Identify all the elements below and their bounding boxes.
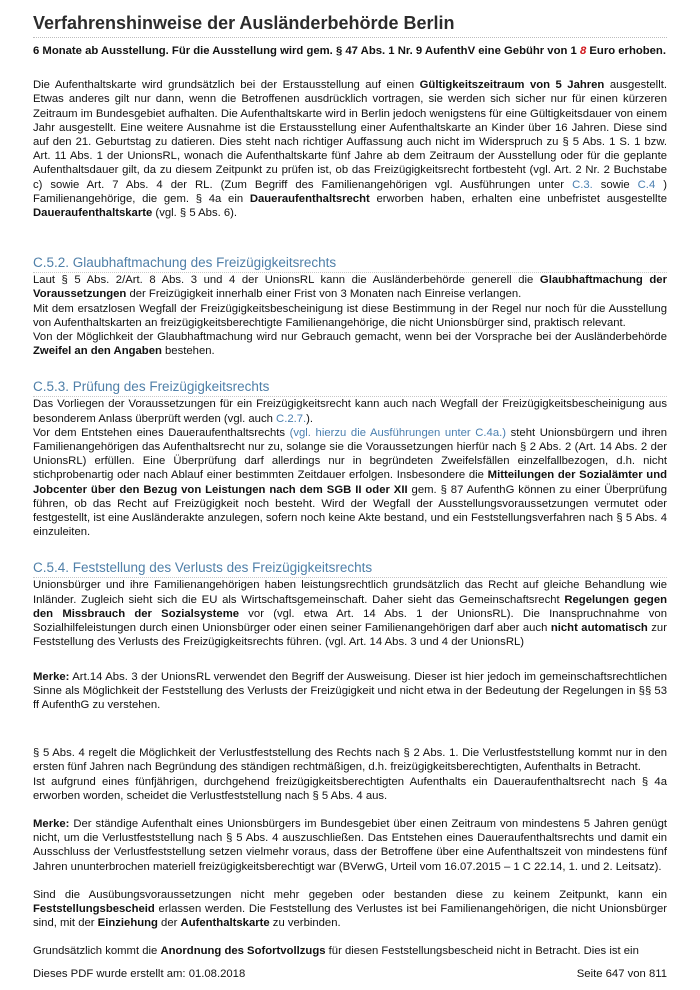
c554-paragraph-5: Grundsätzlich kommt die Anordnung des Sofortvollzugs für diesen Feststellungsbescheid nicht in Betracht. Dies ist ein bbox=[33, 945, 639, 958]
section-heading-c552: C.5.2. Glaubhaftmachung des Freizügigkeitsrechts bbox=[33, 254, 667, 273]
footer-page-number: Seite 647 von 811 bbox=[576, 968, 667, 980]
c554-paragraph-1: Unionsbürger und ihre Familienangehörigen haben leistungsrechtlich grundsätzlich das Recht auf gleiche Behandlung wie Inländer. Zugleich sieht sich die EU als Wirtschaftsgemeinschaft. Daher sieht das Gemeinschaftsrecht Regelungen gegen den Missbrauch der Sozialsysteme vor (vgl. etwa Art. 14 Abs. 1 der UnionsRL). Die Inanspruchnahme von Sozialhilfeleistungen durch einen Unionsbürger oder einen seiner Familienangehörigen darf aber auch nicht automatisch zur Feststellung des Verlusts des Freizügigkeitsrechts führen. (vgl. Art. 14 Abs. 3 und 4 der UnionsRL) bbox=[33, 579, 667, 649]
link-c3[interactable]: C.3. bbox=[572, 178, 593, 191]
c552-paragraph-1: Laut § 5 Abs. 2/Art. 8 Abs. 3 und 4 der UnionsRL kann die Ausländerbehörde generell die Glaubhaftmachung der Voraussetzungen der Freizügigkeit innerhalb einer Frist von 3 Monaten nach Einreise verlangen. bbox=[33, 274, 667, 301]
document-page bbox=[33, 12, 667, 959]
fee-amount-highlight: 8 bbox=[579, 45, 587, 57]
document-title: Verfahrenshinweise der Ausländerbehörde Berlin bbox=[33, 12, 667, 38]
intro-fee-paragraph: 6 Monate ab Ausstellung. Für die Ausstellung wird gem. § 47 Abs. 1 Nr. 9 AufenthV eine Gebühr von 1 8 Euro erhoben. bbox=[33, 45, 666, 57]
link-c4[interactable]: C.4 bbox=[637, 178, 656, 191]
link-c4a[interactable]: (vgl. hierzu die Ausführungen unter C.4a.) bbox=[289, 426, 507, 439]
c554-merke-1: Merke: Art.14 Abs. 3 der UnionsRL verwendet den Begriff der Ausweisung. Dieser ist hier jedoch im gemeinschaftsrechtlichen Sinne als Möglichkeit der Feststellung des Verlusts der Freizügigkeit und nicht etwa in der Bedeutung der Regelungen in §§ 53 ff AufenthG zu verstehen. bbox=[33, 670, 667, 711]
footer-created-date: Dieses PDF wurde erstellt am: 01.08.2018 bbox=[33, 968, 246, 980]
c554-paragraph-3: Ist aufgrund eines fünfjährigen, durchgehend freizügigkeitsberechtigten Aufenthalts ein Daueraufenthaltsrecht nach § 4a erworben worden, scheidet die Verlustfeststellung nach § 5 Abs. 4 aus. bbox=[33, 775, 667, 802]
intro-validity-paragraph: Die Aufenthaltskarte wird grundsätzlich bei der Erstausstellung auf einen Gültigkeitszeitraum von 5 Jahren ausgestellt. Etwas anderes gilt nur dann, wenn die Betroffenen ausdrücklich vortragen, sie werden sich sicher nur für einen kürzeren Zeitraum im Bundesgebiet aufhalten. Die Aufenthaltskarte wird in Berlin jedoch wenigstens für eine Gültigkeitsdauer von einem Jahr ausgestellt. Eine weitere Ausnahme ist die Erstausstellung einer Aufenthaltskarte an Kinder über 16 Jahren. Diese sind auf den 21. Geburtstag zu datieren. Dies steht nach richtiger Auffassung auch nicht im Widerspruch zu § 5 Abs. 1 S. 1 bzw. Art. 11 Abs. 1 der UnionsRL, wonach die Aufenthaltskarte fünf Jahre ab dem Zeitraum der Ausstellung oder für die geplante Aufenthaltsdauer gilt, da zu diesem Zeitpunkt zu prüfen ist, ob das Freizügigkeitsrecht fortbesteht (vgl. Art. 2 Nr. 2 Buchstabe c) sowie Art. 7 Abs. 4 der RL. (Zum Begriff des Familienangehörigen vgl. Ausführungen unter C.3. sowie C.4 ) Familienangehörige, die gem. § 4a ein Daueraufenthaltsrecht erworben haben, erhalten eine unbefristet ausgestellte Daueraufenthaltskarte (vgl. § 5 Abs. 6). bbox=[33, 79, 667, 220]
c554-paragraph-2: § 5 Abs. 4 regelt die Möglichkeit der Verlustfeststellung des Rechts nach § 2 Abs. 1. Die Verlustfeststellung kommt nur in den ersten fünf Jahren nach Begründung des ständigen rechtmäßigen, d.h. freizügigkeitsberechtigten, Aufenthalts in Betracht. bbox=[33, 747, 667, 774]
c554-paragraph-4: Sind die Ausübungsvoraussetzungen nicht mehr gegeben oder bestanden diese zu keinem Zeitpunkt, kann ein Feststellungsbescheid erlassen werden. Die Feststellung des Verlustes ist bei Familienangehörigen, die nicht Unionsbürger sind, mit der Einziehung der Aufenthaltskarte zu verbinden. bbox=[33, 888, 667, 930]
c553-paragraph-1: Das Vorliegen der Voraussetzungen für ein Freizügigkeitsrecht kann auch nach Wegfall der Freizügigkeitsbescheinigung aus besonderem Anlass überprüft werden (vgl. auch C.2.7.). bbox=[33, 398, 667, 425]
section-heading-c553: C.5.3. Prüfung des Freizügigkeitsrechts bbox=[33, 378, 667, 397]
c552-paragraph-2: Mit dem ersatzlosen Wegfall der Freizügigkeitsbescheinigung ist diese Bestimmung in der Regel nur noch für die Ausstellung von Aufenthaltskarten an freizügigkeitsberechtigte Familienangehörige, die nicht Unionsbürger sind, praktisch relevant. bbox=[33, 302, 667, 329]
c553-paragraph-2: Vor dem Entstehen eines Daueraufenthaltsrechts (vgl. hierzu die Ausführungen unter C.4a.) steht Unionsbürgern und ihren Familienangehörigen das Aufenthaltsrecht nur zu, solange sie die Voraussetzungen hierfür nach § 2 Abs. 2 (Art. 14 Abs. 2 der UnionsRL) erfüllen. Eine Überprüfung darf allerdings nur in begründeten Zweifelsfällen einzelfallbezogen, d.h. nicht stichprobenartig oder nach Ablauf einer bestimmten Zeitdauer erfolgen. Insbesondere die Mitteilungen der Sozialämter und Jobcenter über den Bezug von Leistungen nach dem SGB II oder XII gem. § 87 AufenthG können zu einer Überprüfung führen, ob das Recht auf Freizügigkeit noch besteht. Wird der Wegfall der Ausstellungsvoraussetzungen vermutet oder festgestellt, ist eine Ausländerakte anzulegen, sofern noch keine Akte bestand, und ein Feststellungsverfahren nach § 5 Abs. 4 einzuleiten. bbox=[33, 426, 667, 539]
c552-paragraph-3: Von der Möglichkeit der Glaubhaftmachung wird nur Gebrauch gemacht, wenn bei der Vorsprache bei der Ausländerbehörde Zweifel an den Angaben bestehen. bbox=[33, 331, 667, 358]
link-c27[interactable]: C.2.7. bbox=[276, 412, 307, 425]
section-heading-c554: C.5.4. Feststellung des Verlusts des Freizügigkeitsrechts bbox=[33, 559, 667, 578]
c554-merke-2: Merke: Der ständige Aufenthalt eines Unionsbürgers im Bundesgebiet über einen Zeitraum von mindestens 5 Jahren genügt nicht, um die Verlustfeststellung nach § 5 Abs. 4 auszuschließen. Das Entstehen eines Daueraufenthaltsrechts und damit ein Ausschluss der Verlustfeststellung setzen vielmehr voraus, dass der Betroffene über eine Aufenthaltszeit von mindestens fünf Jahren ununterbrochen materiell freizügigkeitsberechtigt war (BVerwG, Urteil vom 16.07.2015 – 1 C 22.14, 1. und 2. Leitsatz). bbox=[33, 817, 667, 873]
page-footer bbox=[33, 967, 667, 981]
